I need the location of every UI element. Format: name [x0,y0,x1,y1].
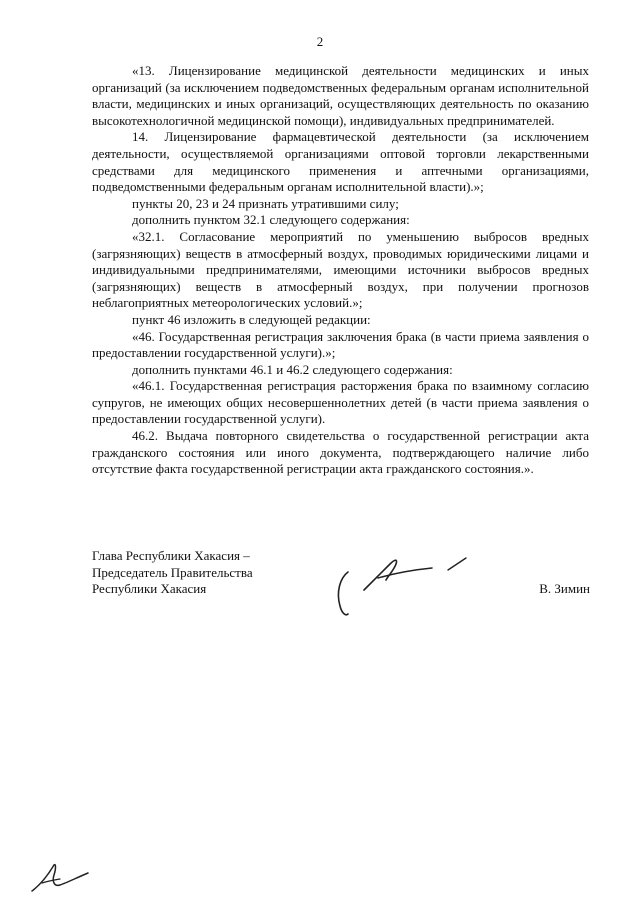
handwritten-initials [26,857,96,897]
signatory-name: В. Зимин [539,581,590,596]
signatory-position-line: Республики Хакасия [92,581,207,597]
paragraph-item-46-1: «46.1. Государственная регистрация расторжения брака по взаимному согласию супругов, не имеющих общих несовершеннолетних детей (в части приема заявления о предоставлении государственной услуги). [92,378,589,427]
page-number: 2 [316,34,324,49]
paragraph-item-32-1: «32.1. Согласование мероприятий по уменьшению выбросов вредных (загрязняющих) веществ в атмосферный воздух, проводимых юридическими лицами и индивидуальными предпринимателями, имеющими источники выбросов вредных (загрязняющих) веществ в атмосферный воздух, при получении прогнозов неблагоприятных метеорологических условий.»; [92,228,589,311]
paragraph-item-14: 14. Лицензирование фармацевтической деятельности (за исключением деятельности, осуществляемой организациями оптовой торговли лекарственными средствами для медицинского применения и аптечными организациями, подведомственными федеральным органам исполнительной власти).»; [92,129,589,195]
paragraph-item-46-2: 46.2. Выдача повторного свидетельства о государственной регистрации акта гражданского состояния или иного документа, подтверждающего наличие либо отсутствие факта государственной регистрации акта гражданского состояния.». [92,428,589,477]
paragraph-item-46-intro: пункт 46 изложить в следующей редакции: [132,311,371,327]
document-body [92,63,589,478]
signatory-position-line: Глава Республики Хакасия – [92,548,250,563]
paragraph-add-46-intro: дополнить пунктами 46.1 и 46.2 следующего содержания: [132,361,453,377]
signatory-position-line: Председатель Правительства [92,564,253,580]
paragraph-repeal-points: пункты 20, 23 и 24 признать утратившими силу; [132,195,399,211]
paragraph-item-13: «13. Лицензирование медицинской деятельности медицинских и иных организаций (за исключением подведомственных федеральным органам исполнительной власти, медицинских и иных организаций, осуществляющих деятельность по оказанию высокотехнологичной медицинской помощи), индивидуальных предпринимателей. [92,63,589,128]
handwritten-signature [320,542,500,622]
paragraph-add-32-1-intro: дополнить пунктом 32.1 следующего содержания: [132,212,410,228]
paragraph-item-46: «46. Государственная регистрация заключения брака (в части приема заявления о предоставлении государственной услуги).»; [92,328,589,361]
signatory-position [92,548,292,598]
